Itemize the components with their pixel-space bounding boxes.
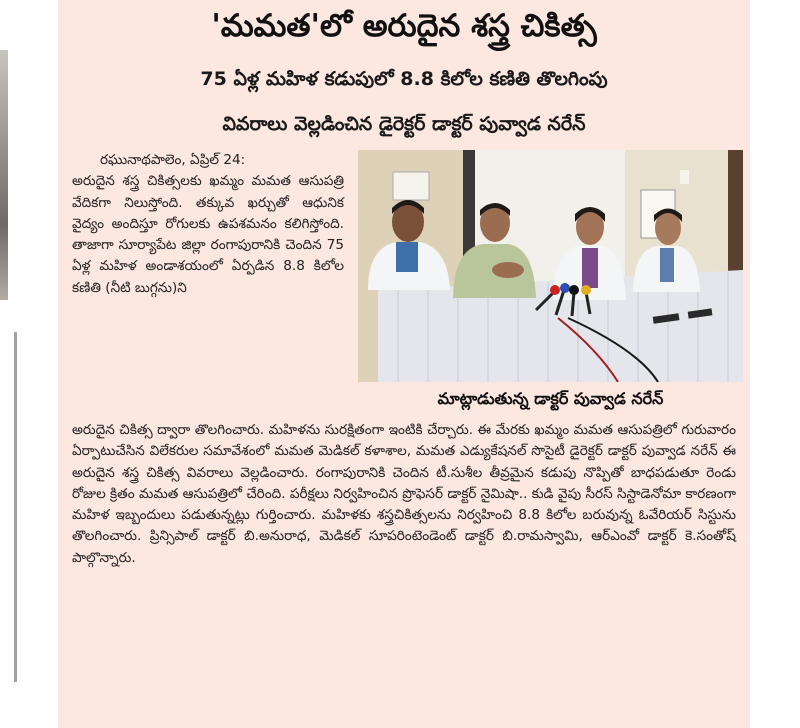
article-body-text: అరుదైన చికిత్స ద్వారా తొలగించారు. మహిళను సురక్షితంగా ఇంటికి చేర్చారు. ఈ మేరకు ఖమ్మం మమత ఆసుపత్రిలో గురువారం ఏర్పాటుచేసిన విలేకరుల సమావేశంలో మమత మెడికల్ కళాశాల, మమత ఎడ్యుకేషనల్ సొసైటీ డైరెక్టర్ డాక్టర్ పువ్వాడ నరేన్ ఈ అరుదైన శస్త్ర చికిత్స వివరాలు వెల్లడించారు. రంగాపురానికి చెందిన టీ.సుశీల తీవ్రమైన కడుపు నొప్పితో బాధపడుతూ రెండు రోజుల క్రితం మమత ఆసుపత్రిలో చేరింది. పరీక్షలు నిర్వహించిన ప్రొఫెసర్ డాక్టర్ నైమిషా.. కుడి వైపు సీరస్ సిస్టాడెనోమా కారణంగా మహిళ ఇబ్బందులు పడుతున్నట్లు గుర్తించారు. మహిళకు శస్త్రచికిత్సలను నిర్వహించి 8.8 కిలోల బరువున్న ఓవేరియర్ సిస్టును తొలగించారు. ప్రిన్సిపాల్ డాక్టర్ బి.అనురాధ, మెడికల్ సూపరింటెండెంట్ డాక్టర్ బి.రామస్వామి, ఆర్ఎంవో డాక్టర్ కె.సంతోష్ పాల్గొన్నారు. xyxy=(72,422,736,566)
news-article xyxy=(58,0,750,728)
adjacent-photo-edge xyxy=(0,50,8,300)
article-column-text: అరుదైన శస్త్ర చికిత్సలకు ఖమ్మం మమత ఆసుపత్రి వేదికగా నిలుస్తోంది. తక్కువ ఖర్చుతో ఆధునిక వైద్యం అందిస్తూ రోగులకు ఉపశమనం కలిగిస్తోంది. తాజాగా సూర్యాపేట జిల్లా రంగాపురానికి చెందిన 75 ఏళ్ల మహిళ అండాశయంలో ఏర్పడిన 8.8 కిలోల కణితి (నీటి బుగ్గను)ని xyxy=(72,173,344,296)
article-headline: 'మమత'లో అరుదైన శస్త్ర చికిత్స xyxy=(211,8,597,44)
adjacent-article-strip xyxy=(0,0,58,728)
article-body xyxy=(72,420,736,569)
article-photo xyxy=(358,150,743,382)
article-column xyxy=(72,150,344,299)
article-dateline: రఘునాథపాలెం, ఏప్రిల్ 24: xyxy=(100,152,246,168)
adjacent-text-edge xyxy=(0,332,22,682)
article-subheadline-1: 75 ఏళ్ల మహిళ కడుపులో 8.8 కిలోల కణితి తొలగింపు xyxy=(200,68,608,90)
photo-caption: మాట్లాడుతున్న డాక్టర్ పువ్వాడ నరేన్ xyxy=(358,382,743,416)
article-subheadline-2: వివరాలు వెల్లడించిన డైరెక్టర్ డాక్టర్ పువ్వాడ నరేన్ xyxy=(222,113,586,135)
press-conference-photo xyxy=(358,150,743,382)
